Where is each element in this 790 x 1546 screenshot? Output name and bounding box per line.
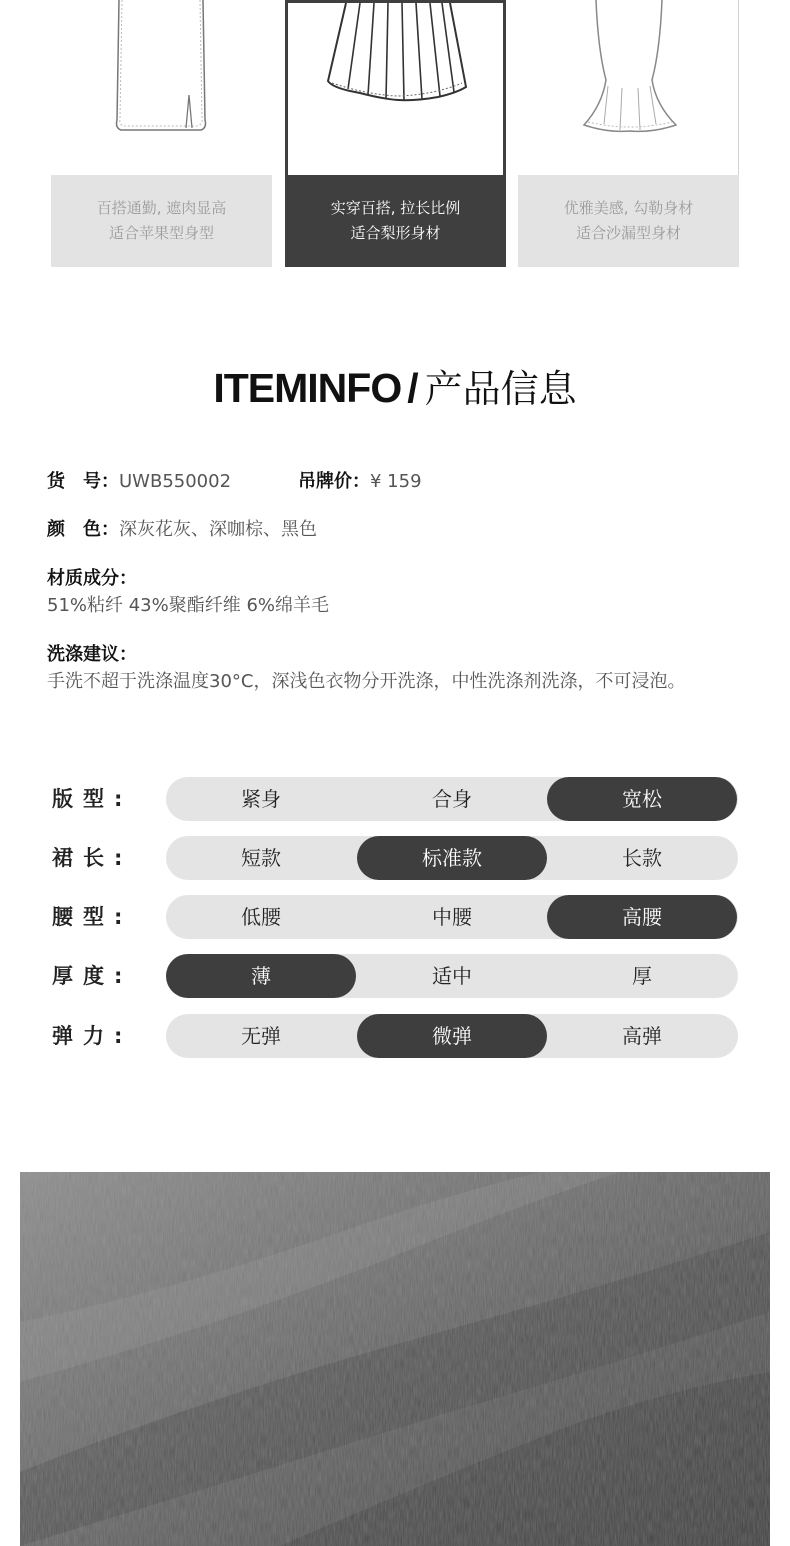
option-thick: 厚 — [632, 964, 652, 988]
caption-line-1: 百搭通勤, 遮肉显高 — [96, 199, 227, 217]
style-card-straight — [51, 0, 272, 267]
attr-track — [166, 777, 738, 821]
sku-row — [47, 469, 231, 495]
style-card-caption — [518, 175, 739, 267]
attr-label-waist: 腰型: — [52, 905, 133, 929]
option-low-waist: 低腰 — [241, 905, 281, 929]
mermaid-skirt-illustration — [518, 0, 739, 175]
attr-row-fit — [52, 777, 742, 821]
option-standard: 标准款 — [357, 836, 547, 880]
attr-row-thickness — [52, 954, 742, 998]
material-label: 材质成分： — [47, 568, 137, 589]
option-tight: 紧身 — [241, 787, 281, 811]
option-medium: 适中 — [432, 964, 472, 988]
price-value: ¥ 159 — [370, 471, 422, 492]
color-label: 颜 色： — [47, 519, 119, 540]
option-short: 短款 — [241, 846, 281, 870]
wash-value: 手洗不超于洗涤温度30°C，深浅色衣物分开洗涤，中性洗涤剂洗涤，不可浸泡。 — [47, 671, 686, 692]
wash-value-row — [47, 669, 685, 695]
material-value-row — [47, 593, 329, 619]
attr-track — [166, 836, 738, 880]
option-thin: 薄 — [166, 954, 356, 998]
attr-track — [166, 954, 738, 998]
wash-label-row — [47, 642, 137, 668]
option-regular: 合身 — [432, 787, 472, 811]
fabric-texture-photo — [20, 1172, 770, 1546]
caption-line-2: 适合苹果型身型 — [108, 224, 214, 242]
option-slight-stretch: 微弹 — [357, 1014, 547, 1058]
attr-row-waist — [52, 895, 742, 939]
attr-label-stretch: 弹力: — [52, 1024, 133, 1048]
title-slash: / — [407, 365, 419, 411]
style-card-mermaid — [518, 0, 739, 267]
price-label: 吊牌价： — [298, 471, 370, 492]
attr-track — [166, 895, 738, 939]
sku-value: UWB550002 — [119, 471, 232, 492]
option-long: 长款 — [622, 846, 662, 870]
option-high-waist: 高腰 — [547, 895, 737, 939]
attr-label-thickness: 厚度: — [52, 964, 133, 988]
option-no-stretch: 无弹 — [241, 1024, 281, 1048]
material-label-row — [47, 566, 137, 592]
caption-line-2: 适合梨形身材 — [350, 224, 441, 242]
page-title — [0, 362, 790, 415]
color-row — [47, 517, 317, 543]
sku-label: 货 号： — [47, 471, 119, 492]
caption-line-2: 适合沙漏型身材 — [575, 224, 681, 242]
straight-skirt-illustration — [51, 0, 272, 175]
attr-row-length — [52, 836, 742, 880]
attr-track — [166, 1014, 738, 1058]
attr-label-fit: 版型: — [52, 787, 133, 811]
wash-label: 洗涤建议： — [47, 644, 137, 665]
option-mid-waist: 中腰 — [432, 905, 472, 929]
pleated-skirt-illustration — [288, 3, 503, 178]
attr-row-stretch — [52, 1014, 742, 1058]
style-card-pleated — [285, 0, 506, 267]
caption-line-1: 实穿百搭, 拉长比例 — [330, 199, 461, 217]
material-value: 51%粘纤 43%聚酯纤维 6%绵羊毛 — [47, 595, 330, 616]
skirt-style-cards — [0, 0, 790, 270]
option-high-stretch: 高弹 — [622, 1024, 662, 1048]
title-en: ITEMINFO — [213, 365, 402, 411]
title-zh: 产品信息 — [424, 367, 577, 411]
price-row — [298, 469, 422, 495]
color-value: 深灰花灰、深咖棕、黑色 — [119, 519, 317, 540]
style-card-caption — [51, 175, 272, 267]
caption-line-1: 优雅美感, 勾勒身材 — [563, 199, 694, 217]
attr-label-length: 裙长: — [52, 846, 133, 870]
style-card-caption — [285, 175, 506, 267]
option-loose: 宽松 — [547, 777, 737, 821]
